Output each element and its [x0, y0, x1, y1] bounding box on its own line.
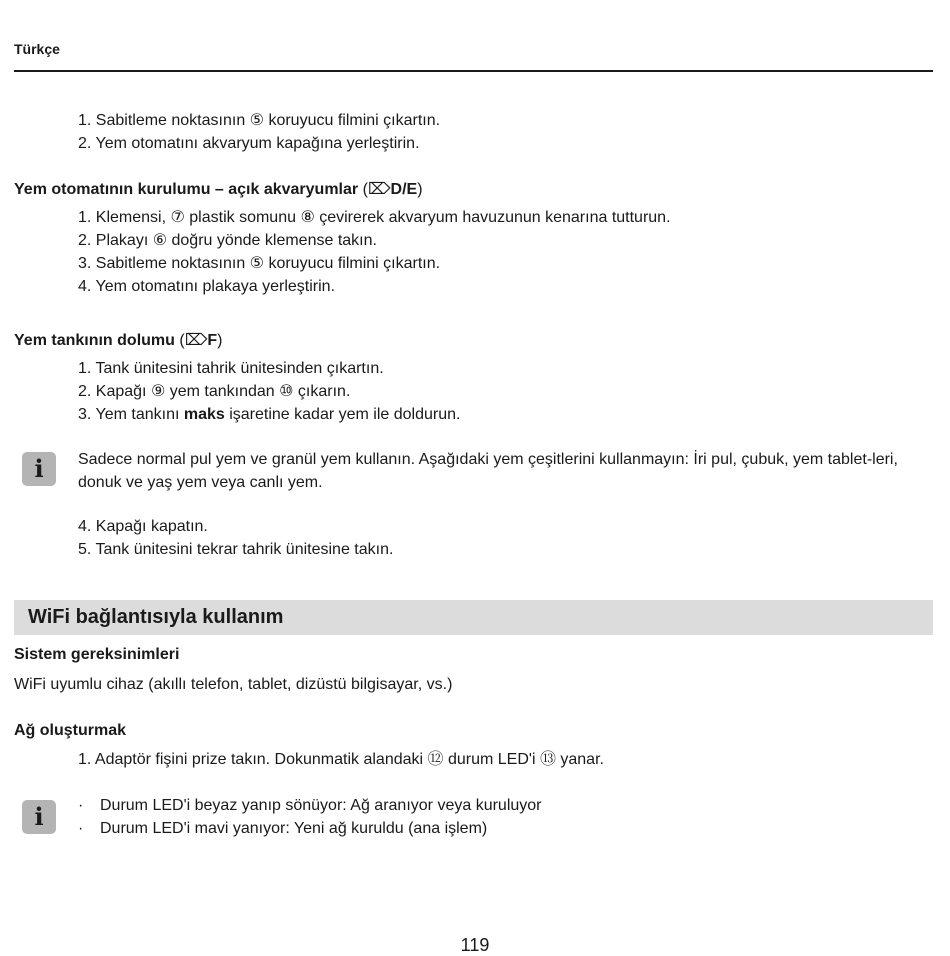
tank-filling-steps: [78, 357, 460, 426]
mounting-steps-list: [78, 109, 440, 155]
list-item: 3. Sabitleme noktasının ⑤ koruyucu filmini çıkartın.: [78, 255, 441, 272]
figure-ref: (⌦F): [179, 332, 223, 349]
list-item: · Durum LED'i mavi yanıyor: Yeni ağ kuruldu (ana işlem): [78, 820, 488, 837]
list-item: 3. Yem tankını maks işaretine kadar yem ile doldurun.: [78, 406, 461, 423]
info-icon: i: [22, 452, 56, 486]
list-item: 1. Klemensi, ⑦ plastik somunu ⑧ çevirerek akvaryum havuzunun kenarına tutturun.: [78, 209, 671, 226]
network-setup-steps: [78, 748, 604, 771]
list-item: 4. Kapağı kapatın.: [78, 518, 208, 535]
list-item: 4. Yem otomatını plakaya yerleştirin.: [78, 278, 336, 295]
tank-filling-heading: [14, 330, 222, 350]
open-aquarium-heading: [14, 179, 423, 199]
list-item: · Durum LED'i beyaz yanıp sönüyor: Ağ aranıyor veya kuruluyor: [78, 797, 542, 814]
page-number: 119: [460, 935, 490, 955]
food-type-note: Sadece normal pul yem ve granül yem kullanın. Aşağıdaki yem çeşitlerini kullanmayın: İri pul, çubuk, yem tablet-leri, donuk ve yaş yem veya canlı yem.: [78, 451, 898, 491]
info-icon: i: [22, 800, 56, 834]
open-aquarium-steps: [78, 206, 671, 298]
list-item: 2. Kapağı ⑨ yem tankından ⑩ çıkarın.: [78, 383, 351, 400]
list-item: 1. Adaptör fişini prize takın. Dokunmatik alandaki ⑫ durum LED'i ⑬ yanar.: [78, 751, 604, 768]
list-item: 1. Sabitleme noktasının ⑤ koruyucu filmini çıkartın.: [78, 112, 441, 129]
language-label: Türkçe: [14, 41, 60, 57]
system-requirements-heading: Sistem gereksinimleri: [14, 646, 180, 663]
tank-filling-steps-continued: [78, 515, 393, 561]
wifi-section-bar: [14, 600, 933, 635]
list-item: 5. Tank ünitesini tekrar tahrik ünitesine takın.: [78, 541, 394, 558]
header-rule: [14, 70, 933, 72]
status-led-bullets: [78, 794, 542, 840]
list-item: 2. Plakayı ⑥ doğru yönde klemense takın.: [78, 232, 377, 249]
heading-text: Yem tankının dolumu: [14, 332, 175, 349]
system-requirements-text: WiFi uyumlu cihaz (akıllı telefon, tablet, dizüstü bilgisayar, vs.): [14, 676, 453, 693]
network-setup-heading: Ağ oluşturmak: [14, 722, 127, 739]
heading-text: Yem otomatının kurulumu – açık akvaryumlar: [14, 181, 359, 198]
figure-ref: (⌦D/E): [362, 181, 423, 198]
wifi-section-title: WiFi bağlantısıyla kullanım: [28, 606, 284, 628]
list-item: 2. Yem otomatını akvaryum kapağına yerleştirin.: [78, 135, 420, 152]
list-item: 1. Tank ünitesini tahrik ünitesinden çıkartın.: [78, 360, 384, 377]
